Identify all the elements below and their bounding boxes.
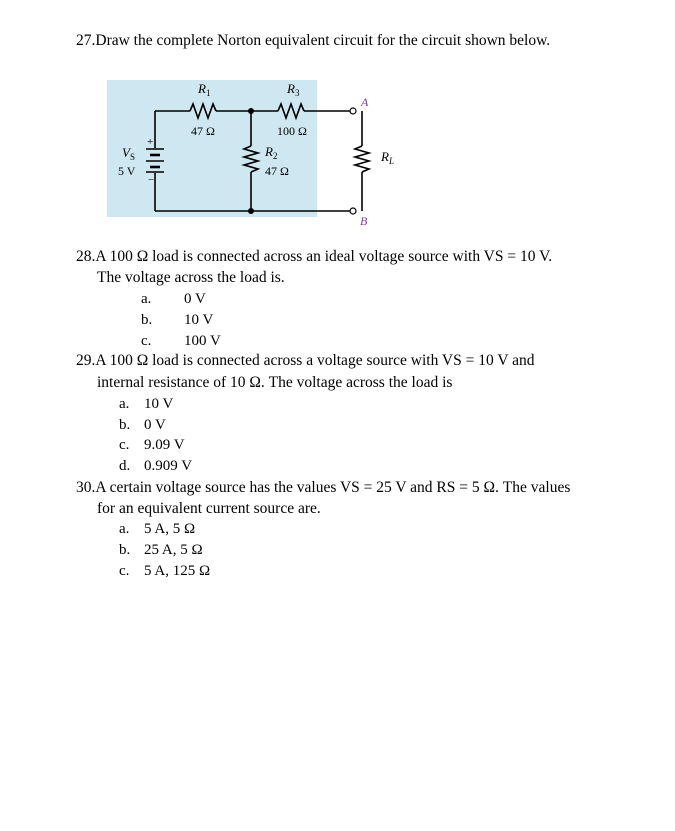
vs-label: $V_S$ bbox=[122, 145, 135, 162]
q30-option-a-text: 5 A, 5 Ω bbox=[144, 521, 196, 537]
terminal-a-label: A bbox=[361, 95, 369, 109]
q30-option-b-letter: b. bbox=[119, 542, 131, 558]
q28-option-a-text: 0 V bbox=[184, 291, 206, 307]
q29-option-a-letter: a. bbox=[119, 396, 130, 412]
junction-dot-bottom bbox=[248, 208, 254, 214]
question-28-line-2: The voltage across the load is. bbox=[97, 269, 285, 286]
question-28-line-1: 28.A 100 Ω load is connected across an ideal voltage source with VS = 10 V. bbox=[76, 248, 553, 265]
q29-option-d-text: 0.909 V bbox=[144, 458, 193, 474]
q30-option-a-letter: a. bbox=[119, 521, 130, 537]
rl-label: $R_L$ bbox=[381, 149, 394, 166]
terminal-a bbox=[350, 108, 356, 114]
question-30-line-1: 30.A certain voltage source has the values VS = 25 V and RS = 5 Ω. The values bbox=[76, 479, 571, 496]
question-27-text: 27.Draw the complete Norton equivalent circuit for the circuit shown below. bbox=[76, 32, 551, 49]
q28-option-b-letter: b. bbox=[141, 312, 153, 328]
q30-option-c-text: 5 A, 125 Ω bbox=[144, 563, 211, 579]
terminal-b-label: B bbox=[360, 214, 368, 228]
r3-label: $R_3$ bbox=[287, 81, 300, 98]
q29-option-b-text: 0 V bbox=[144, 417, 166, 433]
r1-value: 47 Ω bbox=[191, 124, 215, 138]
q29-option-c-text: 9.09 V bbox=[144, 437, 185, 453]
question-29-line-1: 29.A 100 Ω load is connected across a voltage source with VS = 10 V and bbox=[76, 352, 535, 369]
q28-option-b-text: 10 V bbox=[184, 312, 214, 328]
q30-option-c-letter: c. bbox=[119, 563, 130, 579]
vs-minus-sign: − bbox=[148, 174, 155, 186]
vs-plus-sign: + bbox=[147, 136, 154, 148]
resistor-rl bbox=[355, 146, 369, 172]
r2-label: $R_2$ bbox=[265, 144, 278, 161]
terminal-b bbox=[350, 208, 356, 214]
q28-option-c-text: 100 V bbox=[184, 333, 221, 349]
q29-option-a-text: 10 V bbox=[144, 396, 174, 412]
question-29-line-2: internal resistance of 10 Ω. The voltage across the load is bbox=[97, 374, 453, 391]
q29-option-b-letter: b. bbox=[119, 417, 131, 433]
question-30-line-2: for an equivalent current source are. bbox=[97, 500, 321, 517]
r2-value: 47 Ω bbox=[265, 164, 289, 178]
vs-value: 5 V bbox=[118, 164, 136, 178]
q30-option-b-text: 25 A, 5 Ω bbox=[144, 542, 203, 558]
q28-option-c-letter: c. bbox=[141, 333, 152, 349]
q29-option-c-letter: c. bbox=[119, 437, 130, 453]
r1-label: $R_1$ bbox=[198, 81, 211, 98]
junction-dot-top bbox=[248, 108, 254, 114]
q28-option-a-letter: a. bbox=[141, 291, 152, 307]
r3-value: 100 Ω bbox=[277, 124, 307, 138]
q29-option-d-letter: d. bbox=[119, 458, 131, 474]
circuit-background-panel bbox=[107, 80, 317, 217]
